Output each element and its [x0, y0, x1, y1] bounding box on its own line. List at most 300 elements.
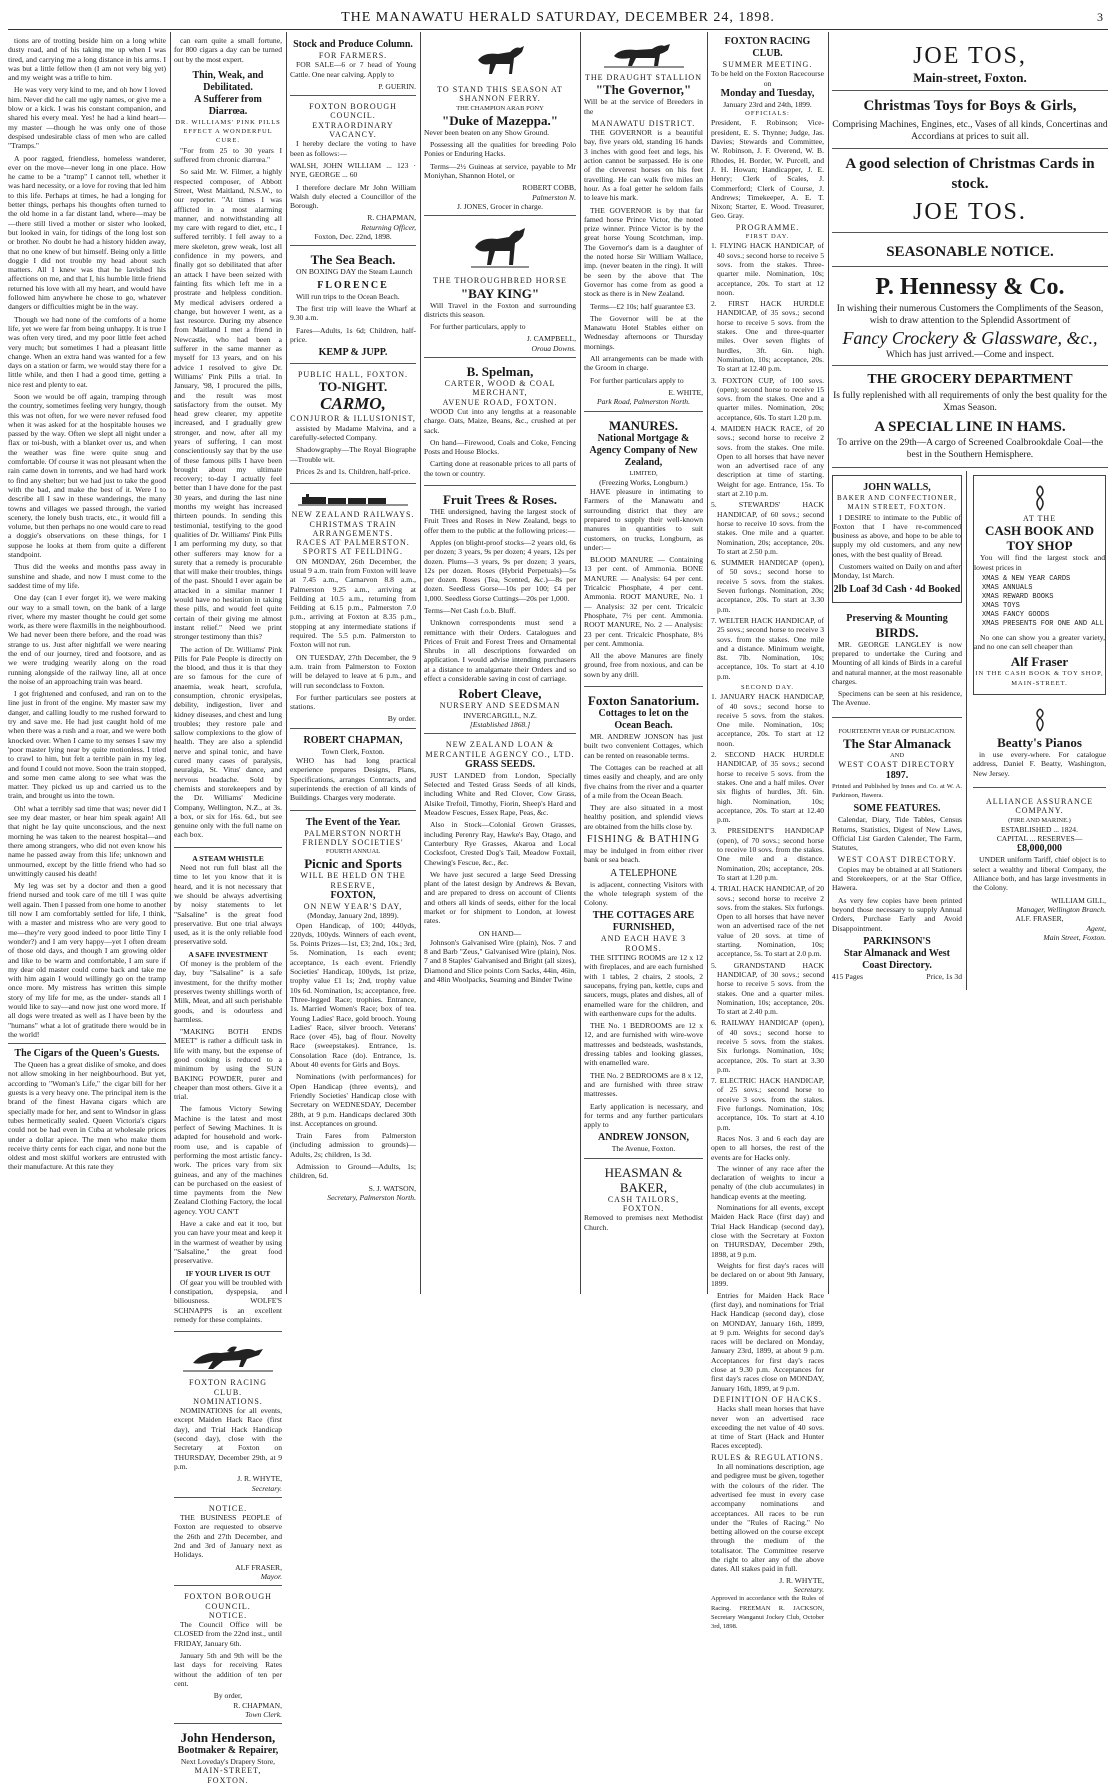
price-list: BLOOD MANURE — Containing 13 per cent. of Ammonia. BONE MANURE — Analysis: 64 per cent. Tricalcic Phosphate, 4 per cent. Ammonia. ROOT MANURE, No. 1 — Analysis: 32 per cent. Tricalcic Phosphate, 7½ per cent. Ammonia. ROOT MANURE, No. 2 — Analysis: 23 per cent. Tricalcic Phosphate, 8½ per cent. Ammonia. — [584, 555, 703, 648]
picnic-sports-ad — [290, 814, 416, 1207]
ad-headline: NEW ZEALAND LOAN & MERCANTILE AGENCY CO., LTD. — [425, 740, 575, 759]
pink-pills-ad — [174, 67, 282, 848]
rules-body: In all nominations description, age and pedigree must be given, together with the colours of the rider. The advertised fee must in every case accompany nominations and acceptances. All races to be run under the "Rules of Racing." No betting allowed on the course except through the medium of the totalisator. The Committee reserve the right to alter any of the above dates. All stakes paid in full. — [711, 1462, 824, 1574]
article-headline: The Cigars of the Queen's Guests. — [14, 1048, 160, 1060]
column-3 — [290, 36, 416, 1296]
ad-tagline: FOURTEENTH YEAR OF PUBLICATION. — [838, 727, 956, 735]
second-day-races — [711, 692, 824, 1132]
ad-body: Of gear you will be troubled with constipation, dyspepsia, and biliousness. WOLFE'S SCHNAPPS is an excellent remedy for these complaints. — [174, 1277, 282, 1324]
ad-subheadline: CASH TAILORS, — [607, 1194, 680, 1204]
story-paragraph: tions are of trotting beside him on a long white dusty road, and of his taking me up when I was tired, and carrying me a long distance in his arms. I was but a little fellow then (I am not very big yet) and my weight was a trifle to him. — [8, 36, 166, 83]
bread-price: 2lb Loaf 3d Cash · 4d Booked — [833, 583, 961, 595]
column-rule — [420, 32, 421, 1294]
race-entry: 6. RAILWAY HANDICAP (open), of 40 sovs.; second horse to receive 5 sovs. from the stakes. Six furlongs. Nomination, 10s; acceptance, 20s. To start at 3.30 p.m. — [711, 1018, 824, 1074]
fruit-trees-ad — [424, 489, 576, 734]
manures-ad — [584, 415, 703, 688]
ad-subheadline: Town Clerk, Foxton. — [321, 746, 385, 756]
ad-body: NOMINATIONS for all events, except Maiden Hack Race (first day), and Trial Hack Handicap (second day), close with the Secretary at Foxton on THURSDAY, December 29th, at 9 p.m. — [174, 1406, 282, 1471]
signature-role: Secretary, Palmerston North. — [327, 1192, 416, 1202]
ad-headline: CASH BOOK AND TOY SHOP — [984, 523, 1095, 554]
column-1 — [8, 36, 166, 1296]
ad-body: Specimens can be seen at his residence, The Avenue. — [832, 689, 962, 708]
race-entry: 4. TRIAL HACK HANDICAP, of 20 sovs.; second horse to receive 2 sovs. from the stakes. Six furlongs. Open to all horses that have never won an advertised race of the net value of 20 sovs. at time of starting. Nomination, 10s; acceptance, 5s. To start at 2.0 p.m. — [711, 884, 824, 959]
ad-subheadline: RACES AT PALMERSTON. — [296, 538, 410, 548]
signature: By order. — [387, 714, 416, 724]
ad-body: WALSH, JOHN WILLIAM ... 123 · NYE, GEORGE ... 60 — [290, 160, 416, 180]
ad-headline: Christmas Toys for Boys & Girls, — [863, 98, 1077, 114]
race-entry: 2. SECOND HACK HURDLE HANDICAP, of 35 sovs.; second horse to receive 5 sovs. from the stakes. One and a half miles. Over six flights of hurdles, 3ft. 6in. high. Nomination, 10s; acceptance, 20s. To start at 12.40 p.m. — [711, 750, 824, 825]
racehorse-illustration-icon — [183, 1341, 273, 1375]
ad-body: You will find the largest stock and lowest prices in — [974, 553, 1105, 572]
story-paragraph: can earn quite a small fortune, for 800 cigars a day can be turned out by the most expert. — [174, 36, 282, 64]
ad-headline: John Henderson, — [180, 1730, 276, 1746]
signature: R. CHAPMAN, — [367, 213, 416, 223]
ad-subheadline: AND EACH HAVE 3 ROOMS. — [600, 934, 687, 953]
ad-body: Removed to premises next Methodist Church. — [584, 1213, 703, 1232]
ad-subheadline: NOMINATIONS. — [193, 1396, 263, 1406]
draught-horse-illustration-icon — [604, 42, 684, 70]
ad-body: In wishing their numerous Customers the Compliments of the Season, wish to draw attention to the Splendid Assortment of — [836, 304, 1104, 326]
ad-subheadline: BAKER AND CONFECTIONER, — [836, 494, 958, 502]
ad-body: On hand—Firewood, Coals and Coke, Fencing Posts and House Blocks. — [424, 437, 576, 457]
ad-body: For further particulars, apply to — [430, 322, 526, 332]
ad-body: Calendar, Diary, Tide Tables, Census Returns, Statistics, Digest of New Laws, Official List Garden Calender, The Farm, Statutes, — [832, 815, 962, 853]
ad-body: The Council Office will be CLOSED from the 22nd inst., until FRIDAY, January 6th. — [174, 1620, 282, 1648]
race-entry: 4. MAIDEN HACK RACE, of 20 sovs.; second horse to receive 2 sovs. from the stakes. One mile. Open to all horses that have never won an advertised race of any description at time of starting. Weight for age. Entrance, 15s. To start at 2.10 p.m. — [711, 423, 824, 499]
story-paragraph: Soon we would be off again, tramping through the country, sometimes feeling very hungry, though this was not often, for we were never refused food when it was asked for at the hospitable houses we passed by the way. Often we slept all night under a flax or toi-bush, with a blanket over us, and when the weather was fine were quite snug and comfortable. Of course it was not pleasant when the rain came down in torrents, and we had hard work to find any shelter; but we had just to take the good with the bad, and make the best of it. Were I to describe all I saw in these wanderings, the many towns and villages we passed through, the varied scenery, the lonely bush tracts, etc., it would fill a volume, but then perhaps no one would care to read a doggie's observations on these things, for I suppose he looks at them from quite a different standpoint. — [8, 391, 166, 560]
masthead-title: THE MANAWATU HERALD SATURDAY, DECEMBER 24, 1898. — [341, 10, 775, 25]
programme-heading: PROGRAMME. — [735, 222, 800, 232]
ad-body: THE GOVERNOR is a beautiful bay, five years old, standing 16 hands 3 inches with good feet and legs, his action cannot be surpassed. He is one of the cleverest horses on his feet travelling. He can walk five miles an hour. As a foal getter he seldom fails to leave his mark. — [584, 128, 703, 203]
signature-role: INVERCARGILL, N.Z. — [463, 710, 537, 720]
ad-date: Foxton, Dec. 22nd, 1898. — [314, 232, 392, 242]
ad-body: Will Travel in the Foxton and surrounding districts this season. — [424, 300, 576, 319]
column-rule — [580, 32, 581, 1294]
ad-body: THE BUSINESS PEOPLE of Foxton are requested to observe the 26th and 27th December, and 2nd and 3rd of January next as Holidays. — [174, 1513, 282, 1560]
train-illustration-icon — [298, 493, 408, 507]
signature-role: Town Clerk. — [245, 1709, 282, 1719]
column-rule — [707, 32, 708, 1294]
ad-body: Printed and Published by Innes and Co. at W. A. Parkinson, Hawera. — [832, 782, 962, 799]
ad-subheadline: PALMERSTON NORTH FRIENDLY SOCIETIES' — [302, 828, 404, 847]
ad-body: Admission to Ground—Adults, 1s; children, 6d. — [290, 1162, 416, 1181]
stock-produce-ad — [290, 36, 416, 96]
signature-role: Park Road, Palmerston North. — [596, 397, 691, 407]
ad-headline: Preserving & Mounting — [846, 612, 948, 624]
ad-body: Terms—2½ Guineas at service, payable to Mr Moniyhan, Shannon Hotel, or — [424, 161, 576, 181]
event-name: Picnic and Sports — [304, 856, 402, 872]
ad-body: Need not run full blast all the time to let you know that it is heard, and it is not necessary that we should be always advertising by noisy statements to let "Salsaline" is the great food preservative. But one trial always used, as it is the only reliable food preservative sold. — [174, 863, 282, 947]
ad-body: All the above Manures are finely ground, free from noxious, and can be sown by any drill. — [584, 651, 703, 679]
capital-label: CAPITAL ... RESERVES— — [996, 834, 1083, 844]
ad-body: For further particulars see posters at stations. — [290, 692, 416, 712]
column-rule — [286, 32, 287, 1294]
joe-tos-ad — [832, 36, 1108, 233]
ad-body: I hereby declare the voting to have been as follows:— — [290, 139, 416, 158]
ad-body: ON HAND— — [478, 928, 522, 938]
race-rules: The winner of any race after the declaration of weights to incur a penalty of (the club accumulates) in handicap events at the meeting. — [711, 1163, 824, 1201]
race-rules: Nominations for all events, except Maiden Hack Race (first day) and Trial Hack Handicap (second day), close with the Secretary at Foxton on THURSDAY, December 29th, 1898, at 9 p.m. — [711, 1203, 824, 1259]
ad-headline: Beatty's Pianos — [997, 735, 1082, 751]
hennessy-ad — [832, 236, 1108, 468]
performer-name: CARMO, — [320, 394, 386, 414]
ad-headline: A good selection of Christmas Cards in stock. — [845, 156, 1095, 192]
ad-headline: FOXTON RACING CLUB. — [189, 1378, 267, 1397]
ad-subheadline: AT THE — [1022, 514, 1057, 523]
ad-body: MR. GEORGE LANGLEY is now prepared to undertake the Curing and Mounting of all kinds of Birds in a careful and natural manner, at the most reasonable charges. — [832, 639, 962, 686]
ad-headline: A SPECIAL LINE IN HAMS. — [874, 419, 1066, 435]
sanatorium-ad — [584, 690, 703, 1159]
ad-headline: THE DRAUGHT STALLION — [585, 73, 702, 82]
ad-headline: ROBERT CHAPMAN, — [303, 734, 403, 746]
pony-illustration-icon — [470, 42, 530, 82]
ad-body: No one can show you a greater variety, and no one can sell cheaper than — [974, 632, 1105, 652]
ad-body: Copies may be obtained at all Stationers and Storekeepers, or at the Star Office, Hawera. — [832, 864, 962, 893]
ad-subheadline: FOR FARMERS. — [318, 51, 388, 60]
carmo-ad — [290, 367, 416, 484]
story-paragraph: He was very very kind to me, and oh how I loved him. Never did he call me ugly names, or give me a blow or a kick. I was his constant companion, and shared his every meal. Yes! he had a kind heart—my master —though he was only one of those despised undesirable class of men who are called "Tramps." — [8, 85, 166, 151]
ad-body: THE No. 1 BEDROOMS are 12 x 12, and are furnished with wire-wove mattresses and bedsteads, washstands, dressing tables and looking glasses, with enamelled ware. — [584, 1021, 703, 1068]
story-paragraph: I got frightened and confused, and ran on to the line just in front of the engine. My master saw my danger, and calling loudly to me rushed forward to try and save me. He had just caught hold of me when there was a rush and a roar, and we were both knocked over. When I came to my senses I saw my 'poor master lying near by quite motionless. I tried to crawl to him, but felt a terrible pain in my leg, and found I could not move. Soon the train stopped, and some men came along to see what was the matter. They picked us up and carried us to the train, and brought us into the town. — [8, 689, 166, 801]
piano-ornament-icon — [1033, 708, 1047, 732]
ad-body: THE GOVERNOR is by that far famed horse Prince Victor, the noted prize winner. Prince Victor is by the great horse Young Scotchman, imp. The Governor's dam is a daughter of the noted horse Sir William Wallace, imp. (never beaten in the ring). It will be seen by the above that The Governor has come from as good a stock as there is in New Zealand. — [584, 205, 703, 299]
race-rules: Races Nos. 3 and 6 each day are open to all horses, the rest of the events are for Hacks only. — [711, 1133, 824, 1162]
ad-subheadline: CHRISTMAS TRAIN ARRANGEMENTS. — [309, 519, 397, 538]
ad-headline: HEASMAN & BAKER, — [604, 1164, 683, 1195]
ad-subheadline: THE COTTAGES ARE FURNISHED, — [592, 910, 695, 934]
race-entry: 5. GRANDSTAND HACK HANDICAP, of 30 sovs.; second horse to receive 5 sovs. from the stakes. One and a quarter miles. Nomination, 10s; acceptance, 20s. To start at 2.40 p.m. — [711, 960, 824, 1017]
lower-ads — [832, 471, 1108, 990]
ad-subheadline: PARKINSON'S — [863, 935, 931, 947]
signature: J. R. WHYTE, — [779, 1575, 824, 1585]
ad-body: Terms—Net Cash f.o.b. Bluff. — [424, 605, 516, 615]
ad-subheadline: National Mortgage & Agency Company of New Zealand, — [589, 432, 698, 468]
race-entry: 6. SUMMER HANDICAP (open), of 50 sovs.; second horse to receive 5 sovs. from the stakes. Seven furlongs. Nomination, 20s; acceptance, 20s. To start at 3.30 p.m. — [711, 558, 824, 614]
ad-body: We have just secured a large Seed Dressing plant of the latest design by Andrews & Bevan, and are prepared to dress on account of Clients and others all kinds of seeds, either for the local market or for shipment to London, at lowest rates. — [424, 869, 576, 926]
ad-headline: A SAFE INVESTMENT — [188, 949, 268, 959]
ad-body: Is fully replenished with all requirements of only the best quality for the Xmas Season. — [833, 391, 1107, 413]
ad-headline: Star Almanack and West Coast Directory. — [843, 947, 951, 971]
ad-subheadline: (Freezing Works, Longburn.) — [599, 477, 688, 487]
chapman-ad — [290, 732, 416, 811]
officials-list: President, F. Robinson; Vice-president, E. S. Thynne; Judge, Jas. Davies; Stewards and Committee, W. Robinson, J. F. Overend, W. B. Rhodes, H. Border, W. Purcell, and J. H. Howan; Handicapper, J. E. Henry; Clerk of Scales, J. Commerford; Clerk of Course, J. Andrews; Timekeeper, A. E. T. Nixon; Starter, E. Wood. Treasurer, Geo. Gray. — [711, 118, 824, 221]
ad-body: WHO has had long practical experience prepares Designs, Plans, Specifications, arranges Contracts, and superintends the erection of all kinds of Buildings. Charges very moderate. — [290, 756, 416, 803]
race-entry: 2. FIRST HACK HURDLE HANDICAP, of 35 sovs.; second horse to receive 5 sovs. from the stakes. One and three-quarter miles. Over seven flights of hurdles, 3ft. 6in. high. Nomination, 10s; acceptance, 20s. To start at 12.40 p.m. — [711, 299, 824, 374]
railways-ad — [290, 487, 416, 729]
ad-body: January 5th and 9th will be the last days for receiving Rates without the addition of ten per cent. — [174, 1651, 282, 1688]
price: Price, 1s 3d — [926, 971, 962, 981]
ad-headline: SEASONABLE NOTICE. — [886, 244, 1054, 260]
signature: P. GUERIN. — [378, 81, 416, 91]
page-number: 3 — [1097, 10, 1104, 24]
ad-body: For further particulars apply to — [590, 375, 684, 385]
decorative-ornament-icon — [1031, 485, 1049, 511]
bay-king-ad — [424, 219, 576, 358]
signature-role: Manager, Wellington Branch. — [1016, 904, 1106, 914]
ad-body: All arrangements can be made with the Groom in charge. — [584, 354, 703, 373]
ad-body: They are also situated in a most healthy position, and splendid views are obtained from the hills close by. — [584, 803, 703, 831]
ad-headline: Thin, Weak, and Debilitated. — [192, 69, 264, 93]
ad-headline: B. Spelman, — [466, 364, 534, 380]
ad-body: Will be at the service of Breeders in the — [584, 97, 703, 116]
ad-body: Unknown correspondents must send a remittance with their Orders. Catalogues and Prices of Fruit and Forest Trees and Ornamental Shrubs in all descriptions forwarded on application. I would advise intending purchasers at a distance to amalgamate their Orders and so effect a considerable saving in cost of carriage. — [424, 618, 576, 684]
council-notice — [174, 1589, 282, 1724]
lower-right-ads — [973, 471, 1106, 990]
ad-subheadline: SOME FEATURES. — [853, 803, 941, 815]
ad-subheadline: CARTER, WOOD & COAL MERCHANT, — [444, 379, 556, 398]
ad-subheadline: WEST COAST DIRECTORY. — [837, 855, 957, 865]
ad-body: As very few copies have been printed beyond those necessary to supply Annual Orders, Purchase Early and Avoid Disappointment. — [832, 895, 962, 933]
list-item: XMAS ANNUALS — [982, 583, 1033, 592]
ad-body: Nominations (with performances) for Open Handicap (three events), and Friendly Societies' Handicap close with Secretary on WEDNESDAY, December 28th, at 9 p.m. Handicaps declared 30th inst. Acceptances on ground. — [290, 1072, 416, 1128]
ad-body: Possessing all the qualities for breeding Polo Ponies or Enduring Hacks. — [424, 140, 576, 159]
ad-headline: TO-NIGHT. — [318, 379, 388, 395]
star-almanack-ad — [832, 721, 962, 987]
ad-body: FOR SALE—6 or 7 head of Young Cattle. One near calving. Apply to — [290, 60, 416, 79]
ad-subheadline: Bootmaker & Repairer, — [177, 1745, 279, 1757]
ad-subheadline: Cottages to let on the Ocean Beach. — [598, 708, 689, 732]
ad-subheadline: NOTICE. — [208, 1610, 248, 1620]
ad-body: ON TUESDAY, 27th December, the 9 a.m. train from Palmerston to Foxton will be delayed to leave at 6 p.m., and will run secondclass to Foxton. — [290, 652, 416, 690]
signature: WILLIAM GILL, — [1051, 895, 1106, 905]
ad-body: in use every-where. For catalogue address, Daniel F. Beatty, Washington, New Jersey. — [973, 750, 1106, 778]
signature: KEMP & JUPP. — [318, 347, 388, 359]
ad-headline: IF YOUR LIVER IS OUT — [185, 1268, 271, 1278]
ad-subheadline: A Sufferer from Diarrœa. — [194, 93, 262, 117]
mazeppa-ad — [424, 36, 576, 216]
ad-body: WILL BE HELD ON THE RESERVE, — [300, 871, 406, 890]
officials-label: OFFICIALS: — [745, 110, 790, 118]
signature-role: Secretary. — [251, 1483, 282, 1493]
shop-owner: Alf Fraser — [1010, 654, 1069, 670]
column-4 — [424, 36, 576, 1296]
horse-name: "Duke of Mazeppa." — [442, 112, 558, 128]
ad-body: J. JONES, Grocer in charge. — [456, 201, 544, 211]
ad-body: I DESIRE to intimate to the Public of Foxton that I have re-commenced business as above, and hope to be able to supply my old customers, and any new ones, with the best quality of Bread. — [833, 512, 961, 559]
story-paragraph: Though we had none of the comforts of a home life, yet we were far from being unhappy. It is true I was often very tired, and my poor little feet ached very much; but sometimes I had a pleasant little change. When an extra hand was wanted for a few days on a station or farm, we would stay there for a little while, and then I had a good time, getting a nice rest and plenty to eat. — [8, 314, 166, 389]
ad-headline: ALLIANCE ASSURANCE COMPANY. — [985, 796, 1094, 816]
signature-role: Returning Officer, — [361, 222, 416, 232]
signature-role: Agent, — [1086, 923, 1106, 933]
governor-ad — [584, 36, 703, 412]
ad-subheadline: SPORTS AT FEILDING. — [303, 547, 403, 557]
vacancy-notice — [290, 99, 416, 246]
alliance-assurance-ad — [973, 791, 1106, 948]
price-list: Apples (on blight-proof stocks—2 years old, 6s per dozen; 3 years, 9s per dozen; 4 years, 12s per dozen. Plums—3 years, 9s per dozen; 3 years, 12s per dozen. Roses (Hybrid Perpetuals)—5s per dozen. Roses (Tea, Scented, &c.)—8s per dozen. Seedless Gorse—10s per 100; £4 per 1,000. Seedless Gorse Cuttings—20s per 1,000. — [424, 537, 576, 603]
ad-subheadline: FOURTH ANNUAL — [325, 848, 381, 856]
ad-body: Next Loveday's Drapery Store, — [180, 1757, 276, 1767]
ad-body: Carting done at reasonable prices to all parts of the town or country. — [424, 459, 576, 478]
ad-headline: Fancy Crockery & Glassware, &c., — [842, 328, 1098, 348]
shop-name: JOE TOS. — [913, 199, 1027, 225]
race-entry: 3. PRESIDENT'S HANDICAP (open), of 70 sovs.; second horse to receive 10 sovs. from the stakes. One mile and a distance. Nomination, 20s; acceptance, 20s. To start at 1.20 p.m. — [711, 826, 824, 882]
ad-headline: TO STAND THIS SEASON AT SHANNON FERRY. — [437, 85, 563, 104]
ad-body: The Cottages can be reached at all times easily and cheaply, and are only five chains from the river and a quarter of a mile from the Ocean Beach. — [584, 762, 703, 800]
ad-headline: JOHN WALLS, — [863, 482, 931, 493]
ad-headline: FOXTON BOROUGH COUNCIL. — [309, 102, 397, 121]
ad-body: Will run trips to the Ocean Beach. — [296, 291, 400, 301]
ad-headline: MANURES. — [609, 417, 678, 433]
race-rules: Entries for Maiden Hack Race (first day), and nominations for Trial Hack Handicap (second day), close on MONDAY, January 16th, 1899, at 9 p.m. Weights for second day's races will be declared on Monday, January 23rd, 1899, at about 9 p.m. Acceptances for first day's races close at 9.30 p.m. Acceptances for first day's races close on MONDAY, January 16th, 1899, at 9 p.m. — [711, 1290, 824, 1393]
ad-body: UNDER uniform Tariff, chief object is to select a wealthy and liberal Company, the Alliance both, and has large investments in the Colony. — [973, 855, 1106, 893]
ad-body: THE No. 2 BEDROOMS are 8 x 12, and are furnished with three straw mattresses. — [584, 1070, 703, 1099]
ad-subheadline: WEST COAST DIRECTORY — [838, 760, 956, 770]
event-place: FOXTON, — [330, 890, 376, 901]
beatty-pianos-ad — [973, 699, 1106, 788]
list-item: XMAS FANCY GOODS — [982, 610, 1050, 619]
column-5 — [584, 36, 703, 1296]
shop-name: JOE TOS, — [913, 43, 1027, 69]
ad-body: Open Handicap, of 100; 440yds, 220yds, 100yds. Winners of each event, 5s. Points Prizes—1st, £3; 2nd, 10s.; 3rd, 5s. Nomination, 1s each event; acceptance, 1s each event. Friendly Societies' Handicap, 100yds, 1st prize, trophy value £1 1s; 2nd, trophy value 10s 6d. Nomination, 1s; acceptance, free. Three-legged Race; trophies. Entrance, 1s. Married Women's Race; box of tea. Young Ladies' Race, gold brooch. Young Ladies' Race, silver brooch. Veterans' Race (over 45), bag of flour. Novelty Race (sweepstakes). Entrance, 1s. Consolation Race (do). Entrance, 1s. About 40 events for Girls and Boys. — [290, 920, 416, 1070]
signature-role: Palmerston N. — [532, 192, 576, 202]
race-entry: 5. STEWARDS' HACK HANDICAP, of 60 sovs.; second horse to receive 10 sovs. from the stakes. One mile and a quarter. Nomination, 20s; acceptance, 20s. To start at 2.50 p.m. — [711, 500, 824, 556]
henderson-ad — [174, 1727, 282, 1789]
list-item: XMAS REWARD BOOKS — [982, 592, 1054, 601]
ad-body: Terms—£2 10s; half guarantee £3. — [590, 301, 696, 311]
salsaline-ads — [174, 851, 282, 1333]
column-rule — [170, 32, 171, 1294]
ad-headline: A STEAM WHISTLE — [192, 853, 264, 863]
grass-seeds-ad — [424, 737, 576, 991]
race-entry: 1. FLYING HACK HANDICAP, of 40 sovs.; second horse to receive 5 sovs. from the stakes. Three-quarter mile. Nomination, 10s; acceptance, 20s. To start at 12 noon. — [711, 241, 824, 297]
ad-body: "MAKING BOTH ENDS MEET" is rather a difficult task in life with many, but the expense of good cooking is reduced to a minimum by using the SUN BAKING POWDER, purer and cheaper than most others. Give it a trial. — [174, 1027, 282, 1102]
story-paragraph: My leg was set by a doctor and then a good friend nursed and took care of me till I was quite well again. Then I passed from one home to another till now I am comfortably settled for life, I think, with a master and mistress who are very good to me—they're very good indeed to poor little Tiny I wonder?) and I am very happy—yet I often dream of those old days, and though I am growing older and like to be warm and comfortable, I am sure if my dear old master could come back and take me with him again I would willingly go on the tramp once more. My mistress has written this simple story of my life for me, as the under- stands all I would like to say—and now just one word more. If all dogs were treated as well as I have been by the "humans" what a lot of gratitude there would be in the world! — [8, 881, 167, 1039]
signature-role: Oroua Downs. — [531, 343, 576, 353]
column-2 — [174, 36, 282, 1785]
almanack-footer — [832, 972, 962, 981]
lower-left-ads — [832, 471, 967, 990]
ad-headline: NEW ZEALAND RAILWAYS. — [291, 510, 415, 520]
race-entry: 7. WELTER HACK HANDICAP, of 25 sovs.; second horse to receive 3 sovs. from the stakes. One mile and a distance. Minimum weight, 8st. 7lb. Nomination, 10s; acceptance, 10s. To start at 4.10 p.m. — [711, 615, 824, 681]
ad-body: assisted by Madame Malvina, and a carefully-selected Company. — [290, 423, 416, 443]
signature-role: Main Street, Foxton. — [1043, 932, 1106, 942]
ad-body: The famous Victory Sewing Machine is the latest and most perfect of Sewing Machines. It is adapted for household and work-room use, and is capable of performing the most artistic fancy-work. The prices vary from six guineas, and any of the machines can be purchased on the easiest of time payments from the New Zealand Clothing Factory, the local agency. YOU CAN'T — [174, 1104, 282, 1216]
spelman-ad — [424, 361, 576, 486]
page-count: 415 Pages — [832, 971, 864, 981]
ad-body: Prices 2s and 1s. Children, half-price. — [296, 466, 411, 476]
list-item: XMAS PRESENTS FOR ONE AND ALL — [982, 619, 1104, 628]
ad-body: I therefore declare Mr John William Walsh duly elected a Councillor of the Borough. — [290, 182, 416, 211]
ad-body: THE undersigned, having the largest stock of Fruit Trees and Roses in New Zealand, begs to offer them to the public at the following prices:— — [424, 507, 576, 535]
ad-subheadline: FISHING & BATHING — [586, 834, 701, 845]
signature-role: NURSERY AND SEEDSMAN — [439, 701, 561, 711]
column-rule — [828, 32, 829, 1294]
ad-headline: The Sea Beach. — [310, 252, 396, 268]
ad-body: WOOD Cut into any lengths at a reasonable charge. Oats, Maize, Beans, &c., crushed at per sack. — [424, 406, 576, 435]
definition-heading: DEFINITION OF HACKS. — [713, 1394, 822, 1404]
approval-note: Approved in accordance with the Rules of Racing. FREEMAN R. JACKSON, Secretary Wanganui Jockey Club, October 3rd, 1898. — [711, 1595, 824, 1631]
ad-subheadline: CONJUROR & ILLUSIONIST, — [290, 414, 416, 424]
event-date: ON NEW YEAR'S DAY, — [303, 902, 403, 911]
ad-body: The Governor will be at the Manawatu Hotel Stables either on Wednesday afternoons or Thursday mornings. — [584, 313, 703, 351]
shop-name: P. Hennessy & Co. — [875, 274, 1065, 300]
ad-headline: Foxton Sanatorium. — [587, 693, 700, 709]
ad-body: By order, — [213, 1691, 243, 1701]
ad-body: Fares—Adults, 1s 6d; Children, half-price. — [290, 325, 416, 344]
cash-book-ad — [973, 475, 1106, 695]
signature-role: Secretary. — [793, 1584, 824, 1594]
list-item: XMAS TOYS — [982, 601, 1020, 610]
ad-body: Never been beaten on any Show Ground. — [424, 127, 550, 137]
ad-body: Which has just arrived.—Come and inspect. — [885, 350, 1055, 360]
ad-tagline: DR. WILLIAMS' PINK PILLS EFFECT A WONDERFUL CURE. — [175, 118, 281, 145]
walls-ad — [832, 475, 962, 603]
list-item: XMAS & NEW YEAR CARDS — [982, 574, 1071, 583]
story-paragraph: Thus did the weeks and months pass away in sunshine and shade, and now I must come to the saddest time of my life. — [8, 562, 166, 590]
story-paragraph: One day (can I ever forget it), we were making our way to a small town, on the bank of a large river, where my master thought he could get some work, as there were flaxmills in the neighbourhood. We had never been there before, and the road was strange to us. Just after nightfall we were nearing the end of our journey, tired and footsore, and as we were trudging wearily along on the road running alongside of the railway line, all at once the noise of an approaching train was heard. — [8, 593, 166, 686]
race-dates: January 23rd and 24th, 1899. — [723, 99, 812, 109]
signature: S. J. WATSON, — [368, 1183, 416, 1193]
boat-name: FLORENCE — [317, 279, 389, 291]
ad-body: "For from 25 to 30 years I suffered from chronic diarrœa." — [174, 145, 282, 165]
signature: ALF. FRASER, — [1015, 914, 1064, 924]
first-day-races — [711, 241, 824, 681]
ad-subheadline: LIMITED, — [629, 469, 658, 477]
capital-amount: £8,000,000 — [1017, 843, 1062, 855]
signature: E. WHITE, — [668, 387, 703, 397]
ad-body: ON MONDAY, 26th December, the usual 9 a.m. train from Foxton will leave at 7.45 a.m., Carnarvon 8.8 a.m., Palmerston 9.25 a.m., arriving at Feilding at 10.5 a.m., returning from Feilding at 6.15 p.m., Palmerston 7.0 p.m., arriving at Foxton at 8.35 p.m., stopping at any intermediate stations if required. The 5.5 p.m. Palmerston to Foxton will not run. — [290, 556, 416, 650]
ad-subheadline: MANAWATU DISTRICT. — [591, 118, 696, 128]
ad-headline: THE GROCERY DEPARTMENT — [867, 372, 1073, 387]
ad-headline: The Event of the Year. — [305, 816, 401, 828]
ad-headline: THE THOROUGHBRED HORSE — [433, 276, 567, 286]
xmas-goods-list — [974, 575, 1105, 629]
race-body: To be held on the Foxton Racecourse on — [711, 69, 824, 88]
story-paragraph: A poor ragged, friendless, homeless wanderer, ever on the move—never long in one place. How he came to be a "tramp" I cannot tell, whether it was hard necessity, or a love for roving that led him to this life. Perhaps at times, he had a longing for better things, perhaps his thoughts often turned to the old home in a far distant land, where—may be—there still lived a mother or sister who looked, but looked in vain, for tidings of the long lost son or brother. No doubt he had a history hidden away, that no one knew of but himself. Being only a little doggie I did not trouble my head about such matters. All I knew was that he lavished his affections on me, and that I, his humble little friend returned his love with all my heart, and would have followed him anywhere he chose to go, whatever dangers or difficulties might be in the way. — [8, 153, 166, 312]
ad-body: HAVE pleasure in intimating to Farmers of the Manawatu and surrounding district that they are prepared to supply their well-known manures in quantities to suit customers, on trucks, Longburn, as under:— — [584, 487, 703, 552]
column-7 — [832, 36, 1108, 1296]
rules-heading: RULES & REGULATIONS. — [711, 1452, 824, 1462]
sea-beach-ad — [290, 249, 416, 364]
ad-subheadline: FOXTON. — [622, 1204, 665, 1214]
horse-name: "The Governor," — [595, 82, 692, 98]
holiday-notice — [174, 1501, 282, 1586]
thoroughbred-horse-illustration-icon — [467, 225, 533, 273]
race-entry: 1. JANUARY HACK HANDICAP, of 40 sovs.; second horse to receive 5 sovs. from the stakes. One mile. Nomination, 10s; acceptance, 20s. To start at 12 noon. — [711, 692, 824, 748]
ad-subheadline: A TELEPHONE — [610, 867, 677, 879]
race-days: Monday and Tuesday, — [720, 87, 815, 99]
race-club-headline: FOXTON RACING CLUB. — [724, 36, 811, 59]
ad-subheadline: MAIN STREET, FOXTON. — [847, 503, 947, 512]
ad-headline: FOXTON BOROUGH COUNCIL. — [184, 1592, 272, 1611]
shop-address: Main-street, Foxton. — [913, 70, 1027, 85]
bird-mounting-ad — [832, 607, 962, 718]
ad-body: Also in Stock—Colonial Grown Grasses, including Perenry Ray, Hawke's Bay, Otago, and Canterbury Rye Grasses, Akaroa and Local Cocksfoot, Crested Dog's Tail, Meadow Foxtail, Chewing's Fescue, &c., &c. — [424, 820, 576, 867]
article-body: The Queen has a great dislike of smoke, and does not allow smoking in her neighbourhood. But yet, according to "Woman's Life," the cigar bill for her guests is a very heavy one. The principal item is the brand of the finest Havana cigars which are specially made for her, and sent to Windsor in glass tubes hermetically sealed. Queen Victoria's cigars could not be had even in Cuba at wholesale prices under a dollar apiece. The men who make them receive thirty cents for each cigar, and none but the oldest and most skilful workers are entrusted with their manufacture. At this rate they — [8, 1060, 166, 1172]
ad-body: may be indulged in from either river bank or sea beach. — [584, 846, 703, 865]
column-6 — [711, 36, 824, 1631]
ad-body: Have a cake and eat it too, but you can have your meat and keep it in the warmest of weather by using "Salsaline," the great food preservative. — [174, 1219, 282, 1266]
ad-body: The first trip will leave the Wharf at 9.30 a.m. — [290, 303, 416, 323]
race-entry: 3. FOXTON CUP, of 100 sovs. (open); second horse to receive 15 sovs. from the stakes. One and a quarter miles. Nomination, 20s; acceptance, 60s. To start 1.20 p.m. — [711, 375, 824, 422]
ad-body: MAIN-STREET, FOXTON. — [194, 1766, 262, 1785]
ad-body: Customers waited on Daily on and after Monday, 1st March. — [833, 562, 961, 581]
ad-subheadline: AND — [889, 752, 905, 760]
masthead — [8, 6, 1108, 30]
signature: R. CHAPMAN, — [233, 1700, 282, 1710]
ad-body: JUST LANDED from London, Specially Selected and Tested Grass Seeds of all kinds, including White and Red Clover, Cow Grass, Alsike Trefoil, Timothy, Fiorin, Sheep's Hard and Meadow Fescues, Essex Rape, Peas, &c. — [424, 770, 576, 818]
story-paragraph: Oh! what a terribly sad time that was; never did I see my dear master, or hear him speak again! All that night he lay quite unconscious, and the next morning he was taken to the nearest hospital—and there among strangers, who did not even know his name he passed away from this life; unknown and unmourned, except by the little friend who had so unwittingly caused his death! — [8, 803, 166, 878]
ad-body: To arrive on the 29th—A cargo of Screened Coalbrookdale Coal—the best in the Southern Hemisphere. — [837, 438, 1103, 460]
ad-body: So said Mr. W. Filmer, a highly respected composer, of Abbott Street, West Maitland, N.S.W., to our reporter. "At times I was afflicted in a most alarming manner, and notwithstanding all my care with regard to diet, etc., I suffered terribly. I fell away to a mere skeleton, grew weak, lost all confidence in my powers, and finally got so debilitated that after an attack I have been seized with fainting fits which left me in a prostrate and helpless condition. My medical advisers ordered a change, but however I went, as a last resource. During my absence from Maitland I met a friend in Newcastle, who had been a sufferer in the same manner as myself for 13 years, and on his advice I resolved to give Dr. Williams' Pink Pills a trial. In January, '98, I procured the pills, and the result was most satisfactory from the outset. My head grew clearer, my appetite increased, and I gradually grew stronger, and now, after all my years of suffering, I can most conscientiously say that by the use of these famous pills I have been brought about my ultimate recovery; to-day I actually feel better than I have done for the past 30 years, and during the last nine months my weight has increased thirteen pounds. In sending this testimonial, testifying to the good qualities of Dr. Williams' Pink Pills I am performing my duty, so that other sufferers may know for a surety that a remedy is procurable that will make their troubles, things of the past. Should I ever again be attacked in a similar manner I would have no hesitation in taking these pills, and would feel quite certain of their giving me almost instant relief." Need we print stronger testimony than this? — [174, 167, 282, 642]
heasman-baker-ad — [584, 1162, 703, 1239]
ad-body: Johnson's Galvanised Wire (plain), Nos. 7 and 8 and Barb "Zeus," Galvanised Wire (plain), Nos. 7 and 8 Staples' Galvanised and Bright (all sizes), Diamond and Slice points Corn Sacks, 44in, 46in, and 48in Woolpacks, Seaming and Binder Twine — [424, 937, 576, 985]
ad-body: ON BOXING DAY the Steam Launch — [296, 267, 413, 277]
ad-body: Train Fares from Palmerston (including admission to grounds)—Adults, 2s; children, 1s 3d. — [290, 1131, 416, 1159]
ad-subheadline: AVENUE ROAD, FOXTON. — [442, 397, 558, 407]
race-entry: 7. ELECTRIC HACK HANDICAP, of 25 sovs.; second horse to receive 3 sovs. from the stakes. Five furlongs. Nomination, 10s; acceptance, 10s. To start at 4.10 p.m. — [711, 1076, 824, 1132]
ad-body: THE SITTING ROOMS are 12 x 12 with fireplaces, and are each furnished with 1 tables, 2 chairs, 2 stools, 2 saucepans, frying pan, kettle, cups and saucers, mugs, plates and dishes, all of enamelled ware for the children, and with earthenware cups for the adults. — [584, 953, 703, 1018]
